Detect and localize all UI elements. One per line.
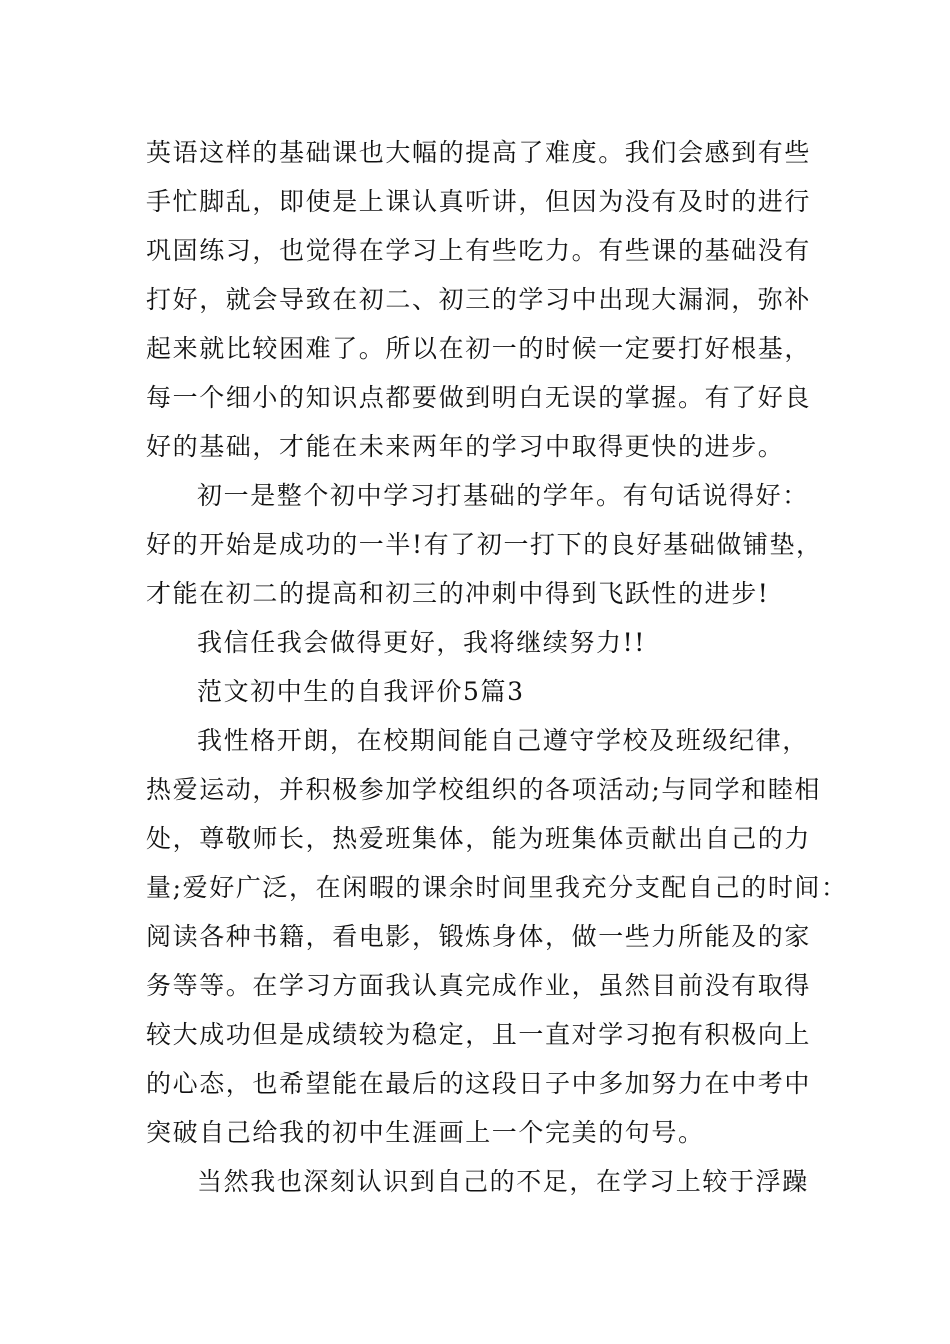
text-line: 当然我也深刻认识到自己的不足，在学习上较于浮躁: [197, 1167, 809, 1196]
text-line: 范文初中生的自我评价5篇3: [197, 677, 525, 706]
text-line: 每一个细小的知识点都要做到明白无误的掌握。有了好良: [146, 383, 812, 412]
text-line: 我性格开朗，在校期间能自己遵守学校及班级纪律，: [197, 726, 809, 755]
paragraph: [146, 716, 848, 1157]
text-line: 初一是整个初中学习打基础的学年。有句话说得好：: [197, 481, 809, 510]
text-line: 好的开始是成功的一半!有了初一打下的良好基础做铺垫，: [146, 530, 823, 559]
text-line: 务等等。在学习方面我认真完成作业，虽然目前没有取得: [146, 971, 812, 1000]
text-line: 英语这样的基础课也大幅的提高了难度。我们会感到有些: [146, 138, 812, 167]
text-line: 手忙脚乱，即使是上课认真听讲，但因为没有及时的进行: [146, 187, 812, 216]
text-line: 的心态，也希望能在最后的这段日子中多加努力在中考中: [146, 1069, 812, 1098]
text-line: 阅读各种书籍，看电影，锻炼身体，做一些力所能及的家: [146, 922, 812, 951]
text-line: 处，尊敬师长，热爱班集体，能为班集体贡献出自己的力: [146, 824, 812, 853]
text-line: 热爱运动，并积极参加学校组织的各项活动;与同学和睦相: [146, 775, 822, 804]
text-line: 打好，就会导致在初二、初三的学习中出现大漏洞，弥补: [146, 285, 812, 314]
text-line: 量;爱好广泛，在闲暇的课余时间里我充分支配自己的时间：: [146, 873, 848, 902]
document-body: [146, 128, 848, 1206]
text-line: 才能在初二的提高和初三的冲刺中得到飞跃性的进步!: [146, 579, 770, 608]
text-line: 我信任我会做得更好，我将继续努力!!: [197, 628, 646, 657]
text-line: 突破自己给我的初中生涯画上一个完美的句号。: [146, 1118, 705, 1147]
paragraph: [146, 471, 826, 618]
section-heading: [146, 667, 826, 716]
text-line: 较大成功但是成绩较为稳定，且一直对学习抱有积极向上: [146, 1020, 812, 1049]
paragraph: [146, 128, 826, 471]
text-line: 起来就比较困难了。所以在初一的时候一定要打好根基，: [146, 334, 812, 363]
paragraph: [146, 618, 826, 667]
paragraph: [146, 1157, 826, 1206]
text-line: 好的基础，才能在未来两年的学习中取得更快的进步。: [146, 432, 785, 461]
text-line: 巩固练习，也觉得在学习上有些吃力。有些课的基础没有: [146, 236, 812, 265]
